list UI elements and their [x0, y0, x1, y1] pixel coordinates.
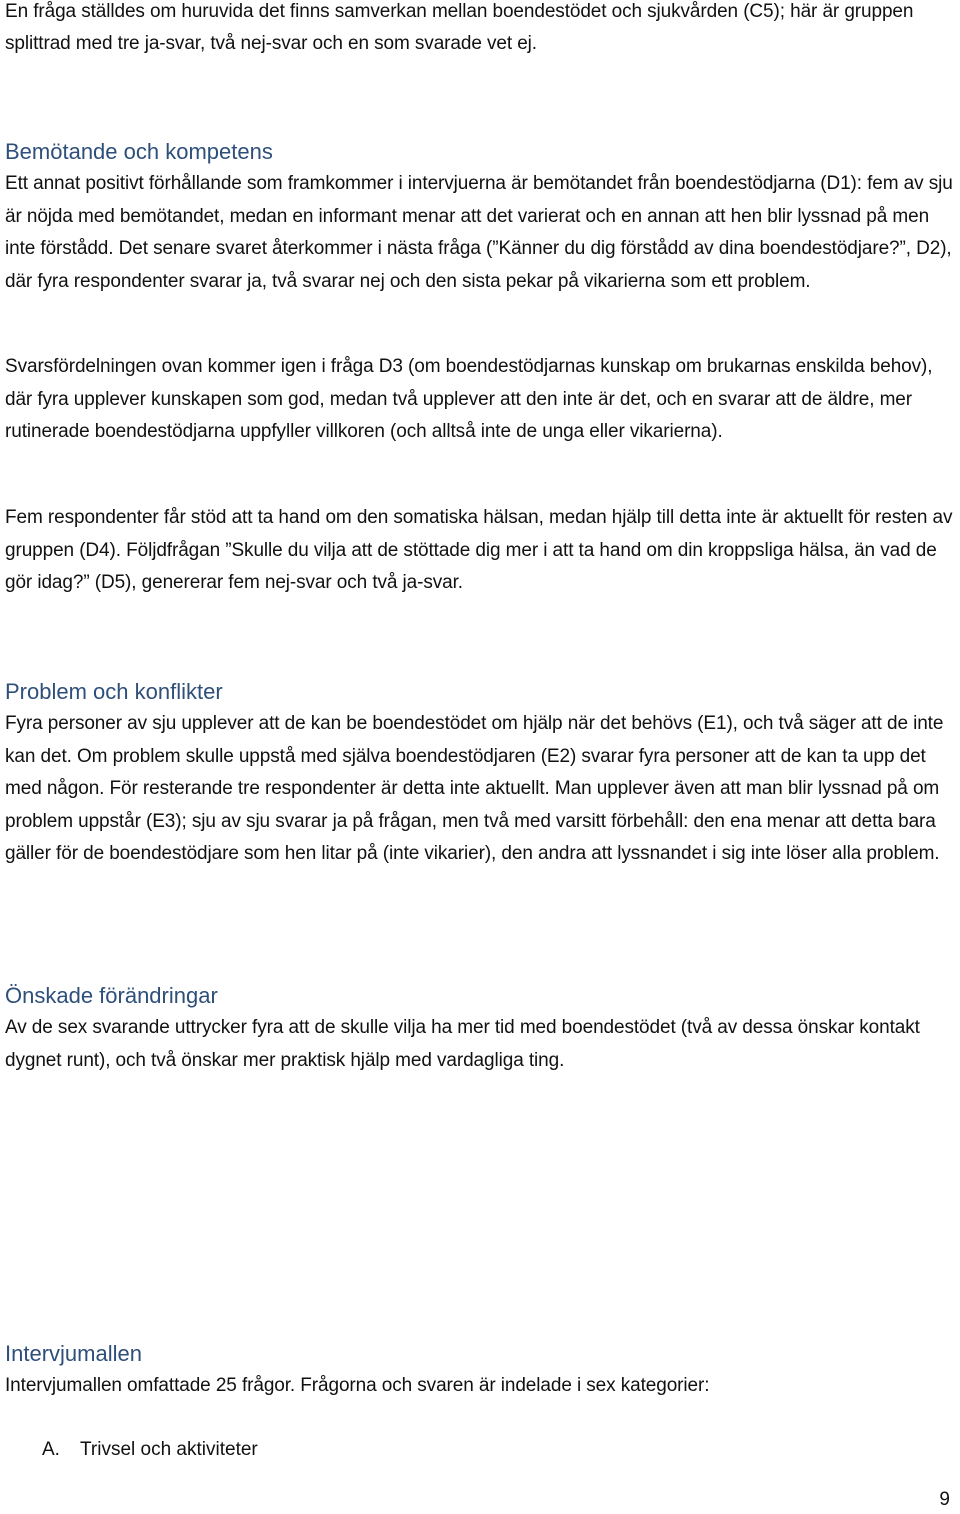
intro-paragraph: En fråga ställdes om huruvida det finns samverkan mellan boendestödet och sjukvården (C5); här är gruppen splittrad med tre ja-svar, två nej-svar och en som svarade vet ej.	[5, 1, 914, 54]
page-number: 9	[939, 1489, 950, 1510]
section-intervju	[5, 1338, 957, 1403]
bemotande-paragraph-2: Svarsfördelningen ovan kommer igen i fråga D3 (om boendestödjarnas kunskap om brukarnas enskilda behov), där fyra upplever kunskapen som god, medan två upplever att den inte är det, och en svarar att de äldre, mer rutinerade boendestödjarna uppfyller villkoren (och alltså inte de unga eller vikarierna).	[5, 356, 933, 442]
intro-paragraph-block	[5, 0, 957, 60]
problem-paragraph-1: Fyra personer av sju upplever att de kan be boendestödet om hjälp när det behövs (E1), och två säger att de inte kan det. Om problem skulle uppstå med själva boendestödjaren (E2) svarar fyra personer att de kan ta upp det med någon. För resterande tre respondenter är detta inte aktuellt. Man upplever även att man blir lyssnad på om problem uppstår (E3); sju av sju svarar ja på frågan, men två med varsitt förbehåll: den ena menar att detta bara gäller för de boendestödjare som hen litar på (inte vikarier), den andra att lyssnandet i sig inte löser alla problem.	[5, 713, 944, 864]
section-heading-intervju: Intervjumallen	[5, 1341, 142, 1366]
onskade-paragraph-1: Av de sex svarande uttrycker fyra att de skulle vilja ha mer tid med boendestödet (två av dessa önskar kontakt dygnet runt), och två önskar mer praktisk hjälp med vardagliga ting.	[5, 1017, 920, 1071]
section-heading-bemotande: Bemötande och kompetens	[5, 139, 273, 164]
intervju-paragraph-1: Intervjumallen omfattade 25 frågor. Frågorna och svaren är indelade i sex kategorier:	[5, 1375, 710, 1396]
list-item-label: Trivsel och aktiviteter	[80, 1439, 258, 1460]
list-item-marker: A.	[42, 1439, 60, 1460]
section-heading-problem: Problem och konflikter	[5, 679, 223, 704]
section-bemotande	[5, 136, 957, 298]
bemotande-paragraph-3: Fem respondenter får stöd att ta hand om den somatiska hälsan, medan hjälp till detta inte är aktuellt för resten av gruppen (D4). Följdfrågan ”Skulle du vilja att de stöttade dig mer i att ta hand om din kroppsliga hälsa, än vad de gör idag?” (D5), genererar fem nej-svar och två ja-svar.	[5, 507, 953, 593]
bemotande-paragraph-1: Ett annat positivt förhållande som framkommer i intervjuerna är bemötandet från boendestödjarna (D1): fem av sju är nöjda med bemötandet, medan en informant menar att det varierat och en annan att hen blir lyssnad på men inte förstådd. Det senare svaret återkommer i nästa fråga (”Känner du dig förstådd av dina boendestödjare?”, D2), där fyra respondenter svarar ja, två svarar nej och den sista pekar på vikarierna som ett problem.	[5, 173, 953, 292]
bemotande-paragraph-3-block	[5, 502, 957, 600]
bemotande-paragraph-2-block	[5, 351, 957, 449]
section-onskade	[5, 980, 957, 1077]
list-item	[42, 1434, 258, 1466]
section-problem	[5, 676, 957, 871]
section-heading-onskade: Önskade förändringar	[5, 983, 218, 1008]
